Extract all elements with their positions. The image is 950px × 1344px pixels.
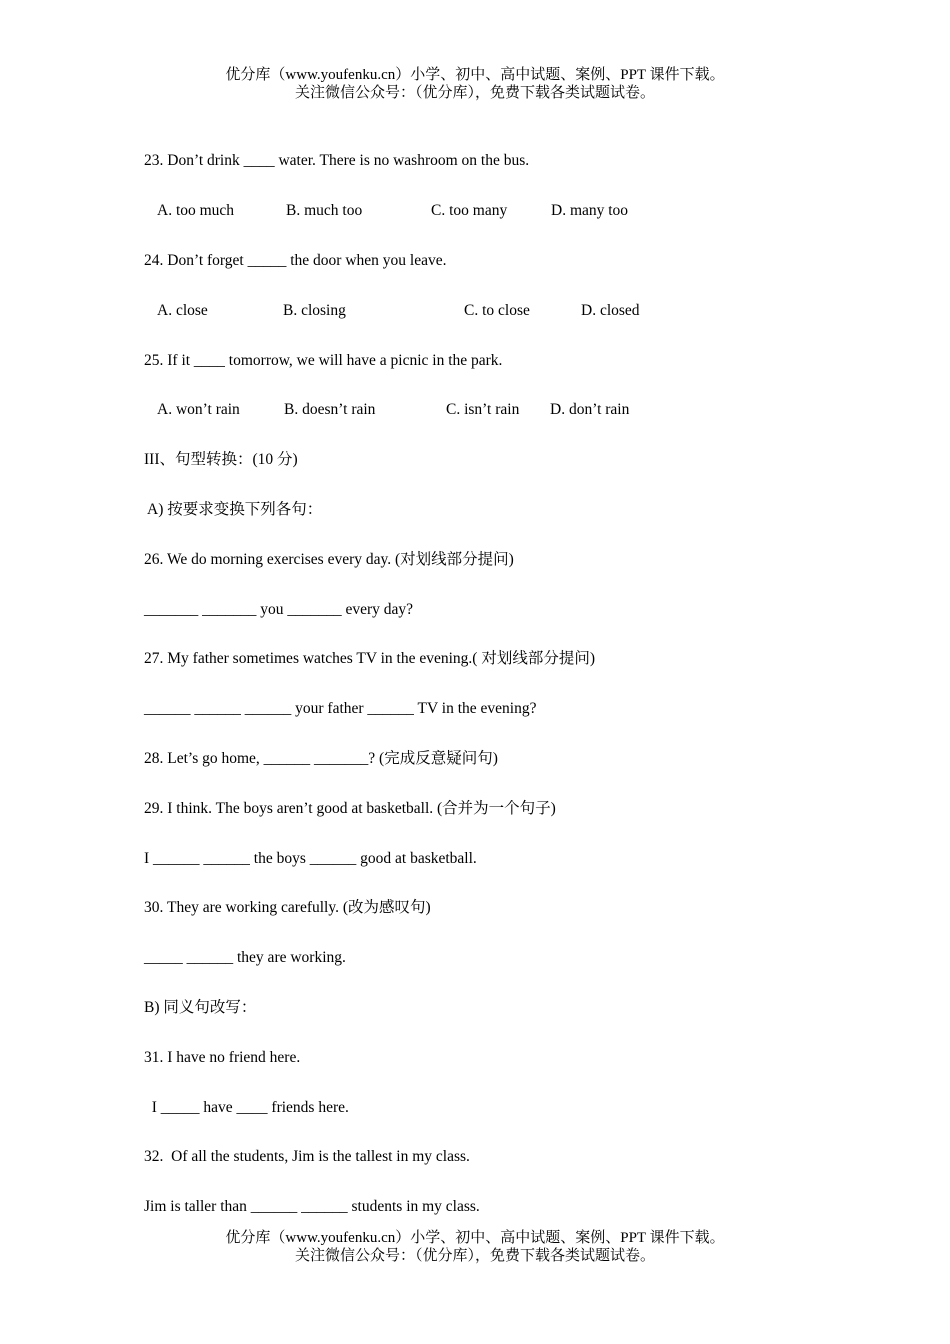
question-28-stem: 28. Let’s go home, ______ _______? (完成反意疑问句) bbox=[144, 750, 498, 767]
part-b-heading: B) 同义句改写： bbox=[144, 999, 257, 1016]
question-25-stem: 25. If it ____ tomorrow, we will have a picnic in the park. bbox=[144, 352, 503, 369]
question-24-option-c: C. to close bbox=[464, 302, 530, 319]
page-footer bbox=[0, 1229, 950, 1265]
header-line-2: 关注微信公众号：（优分库），免费下载各类试题试卷。 bbox=[294, 85, 655, 101]
header-line-1: 优分库（www.youfenku.cn）小学、初中、高中试题、案例、PPT 课件下载。 bbox=[225, 67, 725, 83]
footer-line-1: 优分库（www.youfenku.cn）小学、初中、高中试题、案例、PPT 课件下载。 bbox=[225, 1230, 725, 1246]
question-24-option-a: A. close bbox=[157, 302, 208, 319]
question-23-option-b: B. much too bbox=[286, 202, 363, 219]
page-header bbox=[0, 66, 950, 102]
footer-line-2: 关注微信公众号：（优分库），免费下载各类试题试卷。 bbox=[294, 1248, 655, 1264]
question-26-answer-line: _______ _______ you _______ every day? bbox=[144, 601, 414, 618]
question-30-answer-line: _____ ______ they are working. bbox=[144, 949, 346, 966]
question-23-stem: 23. Don’t drink ____ water. There is no washroom on the bus. bbox=[144, 152, 530, 169]
question-26-stem: 26. We do morning exercises every day. (对划线部分提问) bbox=[144, 551, 514, 568]
question-25-option-a: A. won’t rain bbox=[157, 401, 240, 418]
question-24-stem: 24. Don’t forget _____ the door when you leave. bbox=[144, 252, 447, 269]
question-25-option-b: B. doesn’t rain bbox=[284, 401, 376, 418]
question-23-option-a: A. too much bbox=[157, 202, 235, 219]
question-32-stem: 32. Of all the students, Jim is the tallest in my class. bbox=[144, 1148, 470, 1165]
question-27-stem: 27. My father sometimes watches TV in the evening.( 对划线部分提问) bbox=[144, 650, 595, 667]
question-32-answer-line: Jim is taller than ______ ______ students in my class. bbox=[144, 1198, 480, 1215]
question-30-stem: 30. They are working carefully. (改为感叹句) bbox=[144, 899, 431, 916]
question-24-option-d: D. closed bbox=[581, 302, 640, 319]
question-29-answer-line: I ______ ______ the boys ______ good at basketball. bbox=[144, 850, 477, 867]
section-3-title: III、句型转换：(10 分) bbox=[144, 451, 298, 468]
question-25-option-c: C. isn’t rain bbox=[446, 401, 520, 418]
question-31-answer-line: I _____ have ____ friends here. bbox=[144, 1099, 349, 1116]
question-25-option-d: D. don’t rain bbox=[550, 401, 630, 418]
question-23-option-d: D. many too bbox=[551, 202, 629, 219]
question-24-option-b: B. closing bbox=[283, 302, 346, 319]
question-23-option-c: C. too many bbox=[431, 202, 508, 219]
question-29-stem: 29. I think. The boys aren’t good at basketball. (合并为一个句子) bbox=[144, 800, 556, 817]
question-27-answer-line: ______ ______ ______ your father ______ TV in the evening? bbox=[144, 700, 537, 717]
part-a-heading: A) 按要求变换下列各句： bbox=[144, 501, 323, 518]
question-31-stem: 31. I have no friend here. bbox=[144, 1049, 301, 1066]
